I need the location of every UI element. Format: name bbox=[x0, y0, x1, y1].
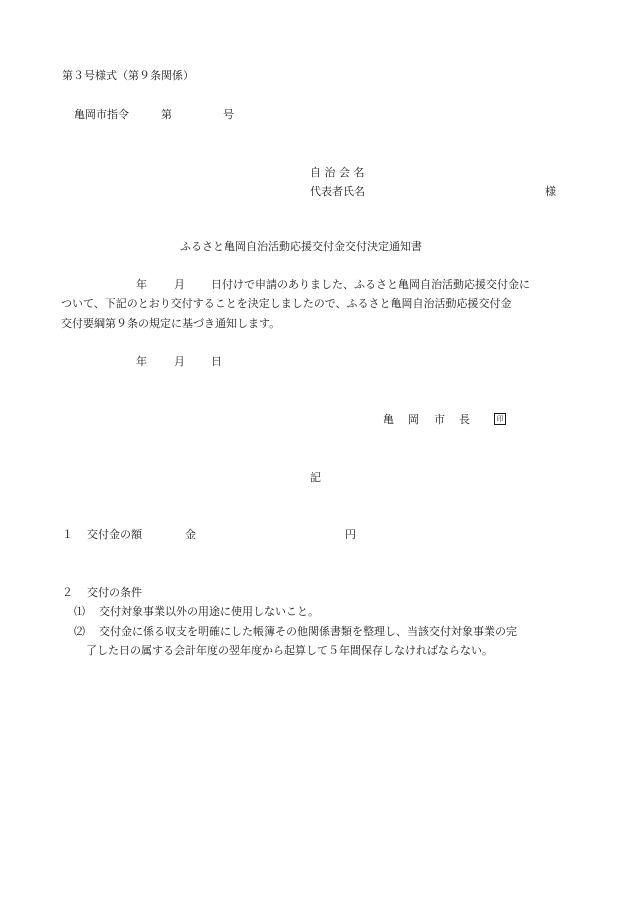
condition-2-text: 交付金に係る収支を明確にした帳簿その他関係書類を整理し、当該交付対象事業の完 bbox=[99, 625, 517, 638]
issue-number-go: 号 bbox=[223, 108, 234, 121]
body-line-1: 日付けで申請のありました、ふるさと亀岡自治活動応援交付金に bbox=[211, 278, 530, 291]
body-line-3: 交付要綱第９条の規定に基づき通知します。 bbox=[61, 317, 281, 330]
issuer-char-2: 岡 bbox=[408, 413, 419, 426]
date-day: 日 bbox=[211, 355, 222, 368]
item2-label: 交付の条件 bbox=[87, 586, 142, 599]
item1-label: 交付金の額 bbox=[87, 528, 142, 541]
body-line-2: ついて、下記のとおり交付することを決定しましたので、ふるさと亀岡自治活動応援交付金 bbox=[61, 297, 512, 310]
issue-number-dai: 第 bbox=[161, 108, 172, 121]
item1-number: １ bbox=[62, 528, 73, 541]
date-month: 月 bbox=[174, 355, 185, 368]
body-month: 月 bbox=[174, 278, 185, 291]
item2-number: ２ bbox=[62, 586, 73, 599]
association-name-label: 自 治 会 名 bbox=[310, 166, 365, 179]
condition-2-number: ⑵ bbox=[74, 625, 85, 638]
item1-yen: 円 bbox=[345, 528, 356, 541]
issue-number-prefix: 亀岡市指令 bbox=[74, 108, 129, 121]
issuer-char-3: 市 bbox=[434, 413, 445, 426]
condition-2-text-continued: 了した日の属する会計年度の翌年度から起算して５年間保存しなければならない。 bbox=[86, 644, 493, 657]
issuer-char-1: 亀 bbox=[383, 413, 394, 426]
body-year: 年 bbox=[136, 278, 147, 291]
seal-mark: 印 bbox=[494, 413, 506, 425]
ki-heading: 記 bbox=[310, 471, 321, 484]
condition-1-text: 交付対象事業以外の用途に使用しないこと。 bbox=[99, 605, 319, 618]
item1-kin: 金 bbox=[185, 528, 196, 541]
condition-1-number: ⑴ bbox=[74, 605, 85, 618]
form-number: 第３号様式（第９条関係） bbox=[62, 69, 194, 82]
document-title: ふるさと亀岡自治活動応援交付金交付決定通知書 bbox=[180, 240, 422, 253]
issuer-char-4: 長 bbox=[459, 413, 470, 426]
date-year: 年 bbox=[136, 355, 147, 368]
honorific-sama: 様 bbox=[545, 185, 556, 198]
representative-name-label: 代表者氏名 bbox=[310, 185, 365, 198]
